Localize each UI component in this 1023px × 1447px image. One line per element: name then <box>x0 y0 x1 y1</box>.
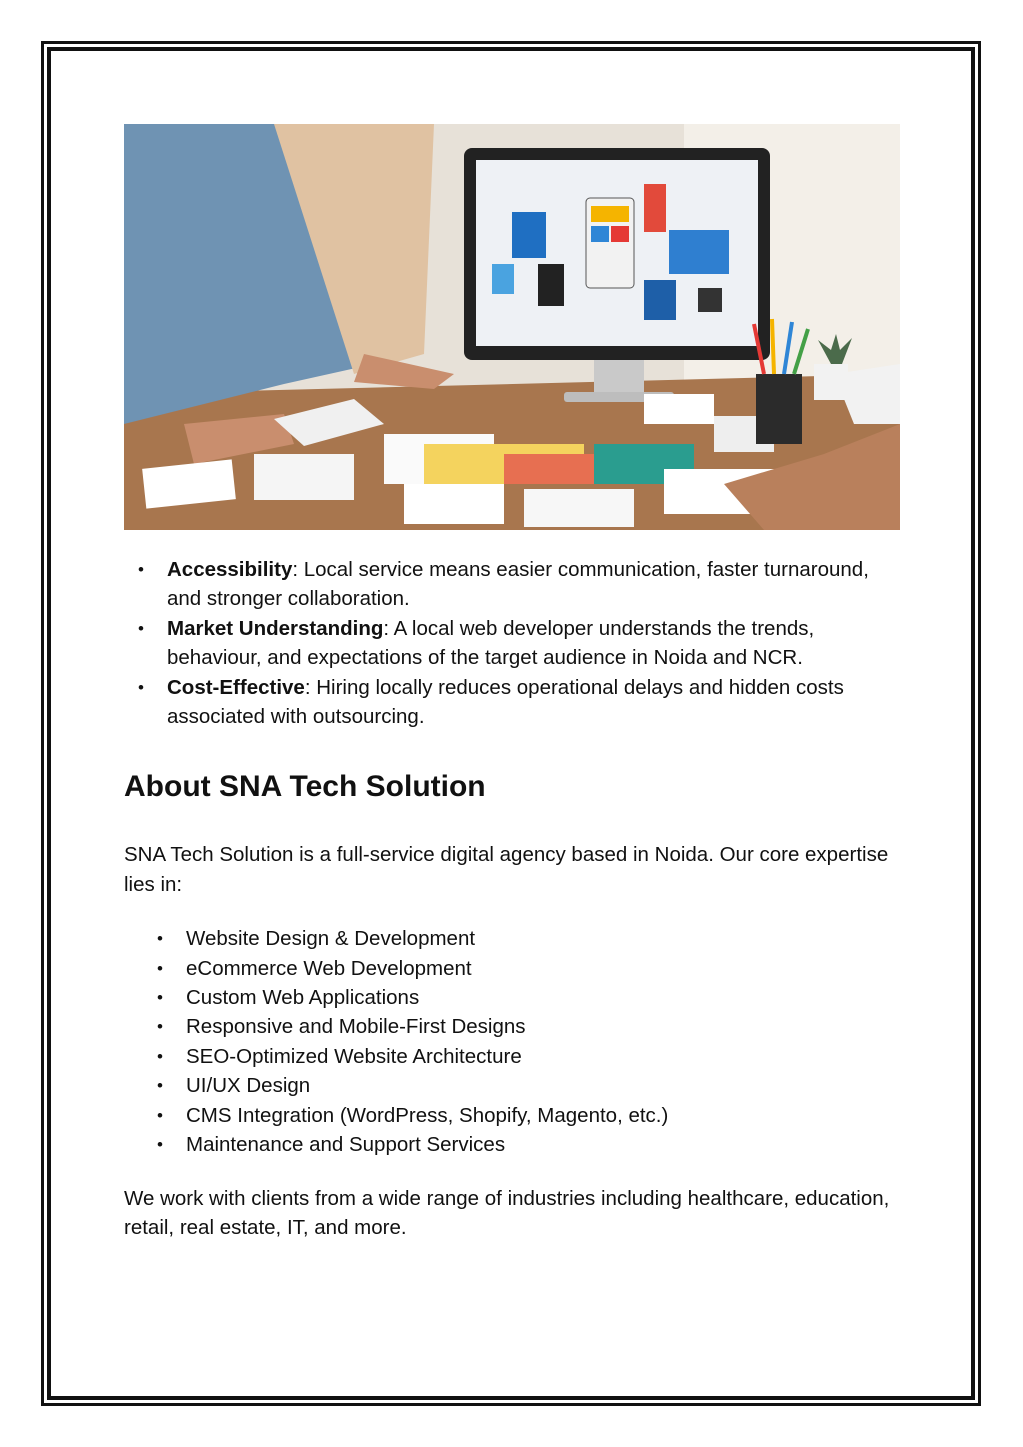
page-content <box>124 555 900 1242</box>
list-item <box>124 555 900 614</box>
benefit-text: : Hiring locally reduces operational delays and hidden costs associated with outsourcing. <box>167 675 844 729</box>
section-heading: About SNA Tech Solution <box>124 770 486 804</box>
list-item: • Responsive and Mobile-First Designs <box>124 1012 900 1041</box>
list-item: • SEO-Optimized Website Architecture <box>124 1042 900 1071</box>
list-item: • eCommerce Web Development <box>124 954 900 983</box>
benefit-term: Accessibility <box>167 558 293 581</box>
list-item <box>124 614 900 673</box>
list-item: • CMS Integration (WordPress, Shopify, Magento, etc.) <box>124 1101 900 1130</box>
services-list <box>124 924 900 1159</box>
benefit-text: : Local service means easier communication, faster turnaround, and stronger collaboration. <box>167 558 869 611</box>
list-item <box>124 673 900 732</box>
list-item: • Website Design & Development <box>124 924 900 953</box>
benefit-term: Cost-Effective <box>167 675 305 699</box>
benefits-list <box>124 555 900 731</box>
list-item: • Custom Web Applications <box>124 983 900 1012</box>
benefit-text: : A local web developer understands the trends, behaviour, and expectations of the target audience in Noida and NCR. <box>167 616 815 670</box>
hero-photo <box>124 124 900 530</box>
list-item: • UI/UX Design <box>124 1071 900 1100</box>
intro-paragraph: SNA Tech Solution is a full-service digital agency based in Noida. Our core expertise lies in: <box>124 843 889 896</box>
closing-paragraph: We work with clients from a wide range of industries including healthcare, education, retail, real estate, IT, and more. <box>124 1186 890 1239</box>
list-item: • Maintenance and Support Services <box>124 1130 900 1159</box>
benefit-term: Market Understanding <box>167 616 384 640</box>
